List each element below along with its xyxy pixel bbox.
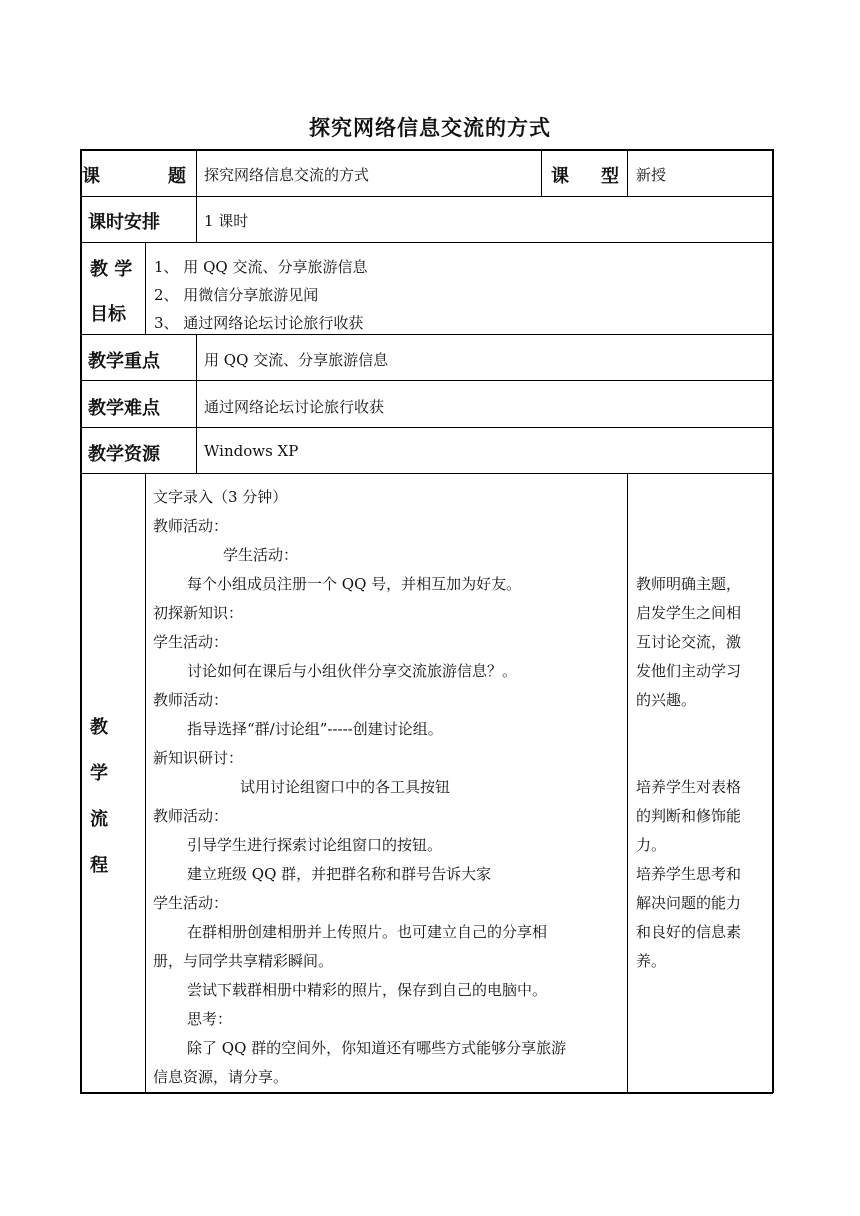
hours-value: 1 课时 (204, 212, 249, 230)
goal-item: 3、 通过网络论坛讨论旅行收获 (154, 314, 364, 332)
hours-label: 课时安排 (88, 212, 160, 233)
process-line: 信息资源，请分享。 (153, 1068, 289, 1086)
key-label: 教学重点 (88, 351, 160, 372)
note-line: 的判断和修饰能 (636, 807, 742, 825)
process-notes-1 (636, 570, 768, 715)
process-line: 在群相册创建相册并上传照片。也可建立自己的分享相 (187, 923, 548, 941)
topic-label: 课 题 (82, 166, 186, 187)
process-line: 尝试下载群相册中精彩的照片，保存到自己的电脑中。 (187, 981, 548, 999)
difficulty-label: 教学难点 (88, 398, 160, 419)
note-line: 培养学生思考和 (636, 865, 742, 883)
note-line: 发他们主动学习 (636, 662, 742, 680)
note-line: 解决问题的能力 (636, 894, 742, 912)
note-line: 启发学生之间相 (636, 604, 742, 622)
process-line: 学生活动： (223, 546, 299, 564)
process-line: 学生活动： (153, 894, 229, 912)
process-line: 册，与同学共享精彩瞬间。 (153, 952, 334, 970)
process-line: 教师活动： (153, 517, 229, 535)
note-line: 互讨论交流，激 (636, 633, 742, 651)
process-notes-2 (636, 773, 768, 976)
goals-label-line2: 目标 (90, 304, 126, 325)
process-label: 教 学 流 程 (90, 717, 108, 876)
process-line: 引导学生进行探索讨论组窗口的按钮。 (187, 836, 443, 854)
process-line: 新知识研讨： (153, 749, 244, 767)
process-line: 指导选择“群/讨论组”-----创建讨论组。 (187, 720, 443, 738)
resources-value: Windows XP (204, 442, 299, 460)
goals-list (154, 253, 367, 337)
note-line: 教师明确主题， (636, 575, 742, 593)
process-line: 初探新知识： (153, 604, 244, 622)
process-line: 文字录入（3 分钟） (153, 488, 288, 506)
process-line: 学生活动： (153, 633, 229, 651)
process-line: 思考： (187, 1010, 233, 1028)
goals-label-line1: 教 学 (90, 259, 133, 280)
process-line: 每个小组成员注册一个 QQ 号，并相互加为好友。 (187, 575, 522, 593)
process-line: 讨论如何在课后与小组伙伴分享交流旅游信息？。 (187, 662, 518, 680)
process-line: 教师活动： (153, 807, 229, 825)
process-line: 试用讨论组窗口中的各工具按钮 (240, 778, 451, 796)
note-line: 和良好的信息素 (636, 923, 742, 941)
goal-item: 2、 用微信分享旅游见闻 (154, 286, 319, 304)
type-label: 课 型 (551, 166, 619, 187)
document-title: 探究网络信息交流的方式 (309, 116, 551, 140)
topic-value: 探究网络信息交流的方式 (204, 166, 370, 184)
process-line: 教师活动： (153, 691, 229, 709)
note-line: 力。 (636, 836, 667, 854)
resources-label: 教学资源 (88, 444, 160, 465)
note-line: 养。 (636, 952, 667, 970)
note-line: 培养学生对表格 (636, 778, 742, 796)
process-line: 除了 QQ 群的空间外，你知道还有哪些方式能够分享旅游 (187, 1039, 567, 1057)
process-line: 建立班级 QQ 群，并把群名称和群号告诉大家 (187, 865, 492, 883)
difficulty-value: 通过网络论坛讨论旅行收获 (204, 398, 385, 416)
key-value: 用 QQ 交流、分享旅游信息 (204, 351, 389, 369)
type-value: 新授 (636, 166, 667, 184)
note-line: 的兴趣。 (636, 691, 697, 709)
process-content (153, 483, 623, 1092)
goal-item: 1、 用 QQ 交流、分享旅游信息 (154, 258, 368, 276)
